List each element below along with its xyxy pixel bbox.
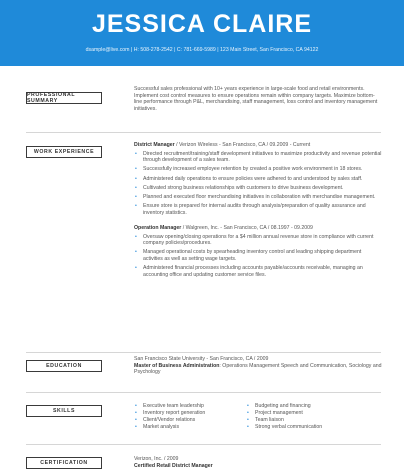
- list-item: • Client/Vendor relations: [135, 416, 196, 423]
- list-item: • Team liaison: [247, 416, 284, 423]
- list-item: • Directed recruitment/training/staff development initiatives to maximize productivity and revenue potential through development of a sales team.: [135, 150, 382, 164]
- list-item: • Inventory report generation: [135, 409, 206, 416]
- list-item: • Budgeting and financing: [247, 403, 311, 409]
- job-header: [134, 225, 382, 232]
- list-item: • Managed operational costs by spearheading inventory control and leading shipping department activities as well as setting wage targets.: [135, 249, 362, 262]
- divider: [26, 444, 381, 445]
- education-block: [134, 356, 382, 376]
- skills-block: [134, 403, 382, 431]
- bullet-icon: •: [135, 150, 137, 157]
- list-item: • Market analysis: [135, 423, 180, 430]
- divider: [26, 132, 381, 133]
- bullet-icon: •: [135, 166, 137, 173]
- job-bullets: [134, 234, 382, 279]
- bullet-icon: •: [135, 193, 137, 200]
- bullet-icon: •: [247, 423, 249, 430]
- bullet-icon: •: [247, 416, 249, 423]
- bullet-icon: •: [135, 409, 137, 416]
- divider: [26, 352, 381, 353]
- bullet-icon: •: [135, 423, 137, 430]
- certification-block: [134, 456, 382, 469]
- bullet-icon: •: [135, 416, 137, 423]
- job-meta: / Verizon Wireless - San Francisco, CA / 09.2009 - Current: [174, 142, 311, 148]
- skills-column-right: [246, 403, 358, 431]
- certification-org: Verizon, Inc. / 2009: [134, 456, 179, 462]
- divider: [26, 392, 381, 393]
- section-label-experience: WORK EXPERIENCE: [26, 146, 102, 158]
- bullet-icon: •: [135, 265, 137, 272]
- job-meta: / Walgreen, Inc. - San Francisco, CA / 08.1997 - 09.2009: [181, 224, 313, 231]
- list-item: • Strong verbal communication: [247, 423, 323, 430]
- education-school: San Francisco State University - San Francisco, CA / 2009: [134, 356, 269, 362]
- bullet-icon: •: [135, 184, 137, 191]
- skills-column-left: [134, 403, 246, 431]
- candidate-name: JESSICA CLAIRE: [91, 10, 313, 38]
- bullet-icon: •: [135, 403, 137, 409]
- contact-line: dsample@live.com | H: 508-278-2542 | C: 781-669-5989 | 123 Main Street, San Francisco, CA 94122: [85, 47, 319, 53]
- section-label-certification: CERTIFICATION: [26, 457, 102, 469]
- resume-header: [0, 0, 404, 66]
- list-item: • Ensure store is prepared for internal audits through analysis/preparation of quality assurance and inventory statistics.: [135, 203, 366, 216]
- list-item: • Planned and executed floor merchandising initiatives in collaboration with merchandise management.: [135, 193, 376, 200]
- list-item: • Project management: [247, 409, 303, 416]
- bullet-icon: •: [247, 409, 249, 416]
- summary-text: Successful sales professional with 10+ years experience in large-scale food and retail environments. Implement cost control measures to ensure operations remain within company targets. Maximize bottom-line performance through P&L, merchandising, staff management, loss control and inventory management initiatives.: [134, 86, 378, 112]
- job-title: District Manager: [134, 142, 175, 148]
- bullet-icon: •: [135, 175, 137, 182]
- bullet-icon: •: [135, 203, 137, 210]
- section-label-skills: SKILLS: [26, 405, 102, 417]
- list-item: • Executive team leadership: [135, 403, 204, 409]
- list-item: • Oversaw opening/closing operations for a $4 million annual revenue store in compliance with current company policies/procedures.: [135, 233, 374, 247]
- list-item: • Administered financial processes including accounts payable/accounts receivable, managing an accounting office and updating customer service files.: [135, 265, 363, 278]
- section-label-summary: PROFESSIONAL SUMMARY: [26, 92, 102, 104]
- list-item: • Cultivated strong business relationships with customers to drive business development.: [135, 184, 344, 191]
- job-bullets: [134, 151, 382, 217]
- education-degree-line: [134, 363, 382, 376]
- job-header: [134, 142, 382, 149]
- list-item: • Successfully increased employee retention by created a positive work environment in 18 stores.: [135, 166, 363, 173]
- certification-title: Certified Retail District Manager: [134, 462, 213, 469]
- job-title: Operation Manager: [134, 224, 182, 231]
- bullet-icon: •: [135, 233, 137, 240]
- education-detail: : Operations Management Speech and Communication, Sociology and Psychology: [134, 362, 382, 376]
- bullet-icon: •: [135, 249, 137, 256]
- education-degree: Master of Business Administration: [134, 362, 220, 369]
- experience-block: [134, 142, 382, 281]
- bullet-icon: •: [247, 403, 249, 409]
- list-item: • Administered daily operations to ensure policies were adhered to and understood by sales staff.: [135, 175, 363, 182]
- section-label-education: EDUCATION: [26, 360, 102, 372]
